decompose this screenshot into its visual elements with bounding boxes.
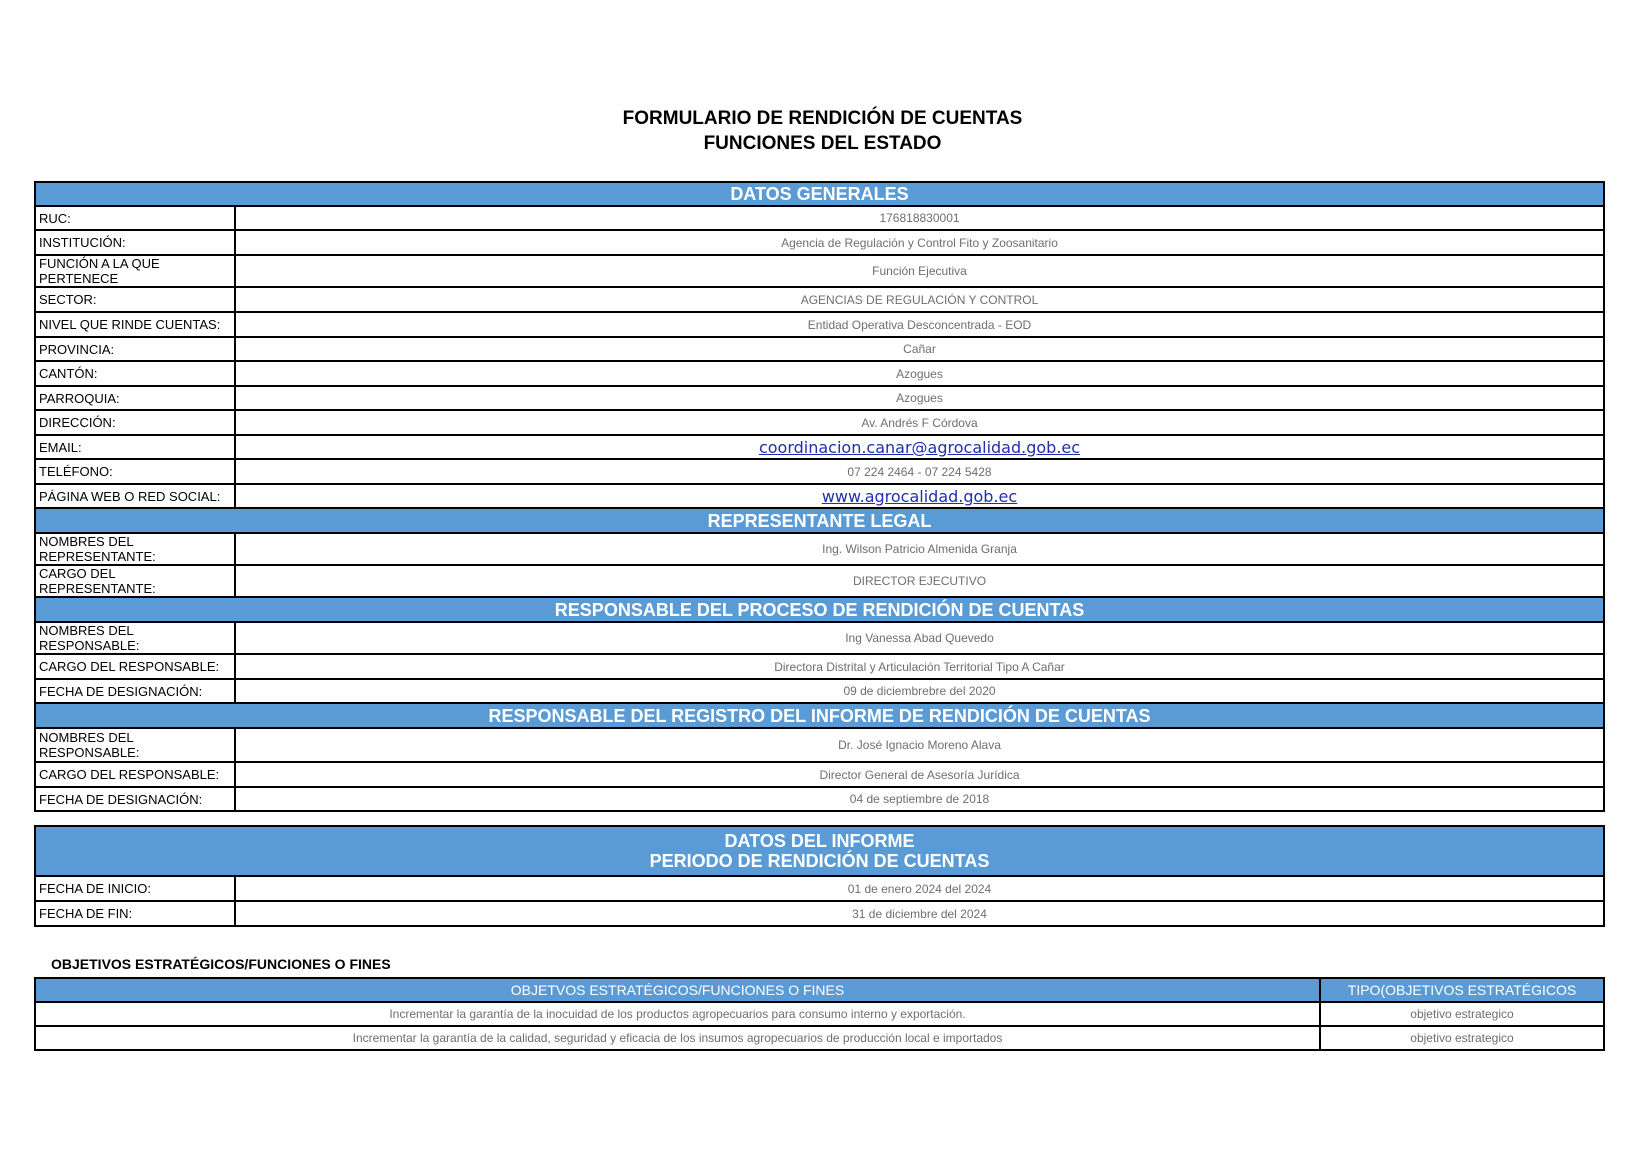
fecha-designacion-proceso-label: FECHA DE DESIGNACIÓN: — [35, 679, 235, 703]
nombres-responsable-proceso-value: Ing Vanessa Abad Quevedo — [235, 622, 1604, 654]
nivel-label: NIVEL QUE RINDE CUENTAS: — [35, 312, 235, 337]
objetivos-col-header: OBJETVOS ESTRATÉGICOS/FUNCIONES O FINES — [35, 978, 1320, 1002]
sector-label: SECTOR: — [35, 287, 235, 312]
section-responsable-proceso: RESPONSABLE DEL PROCESO DE RENDICIÓN DE CUENTAS — [35, 597, 1604, 622]
website-link[interactable]: www.agrocalidad.gob.ec — [821, 486, 1018, 506]
fecha-inicio-label: FECHA DE INICIO: — [35, 876, 235, 901]
telefono-label: TELÉFONO: — [35, 459, 235, 484]
sector-value: AGENCIAS DE REGULACIÓN Y CONTROL — [235, 287, 1604, 312]
email-link[interactable]: coordinacion.canar@agrocalidad.gob.ec — [758, 437, 1081, 457]
ruc-value: 176818830001 — [235, 206, 1604, 230]
objetivo-cell: Incrementar la garantía de la inocuidad de los productos agropecuarios para consumo interno y exportación. — [35, 1002, 1320, 1026]
fecha-designacion-proceso-value: 09 de diciembrebre del 2020 — [235, 679, 1604, 703]
cargo-responsable-registro-value: Director General de Asesoría Jurídica — [235, 762, 1604, 787]
nombres-representante-label: NOMBRES DEL REPRESENTANTE: — [35, 533, 235, 565]
section-datos-informe: DATOS DEL INFORME — [724, 831, 915, 851]
cargo-responsable-registro-label: CARGO DEL RESPONSABLE: — [35, 762, 235, 787]
section-representante-legal: REPRESENTANTE LEGAL — [35, 508, 1604, 533]
telefono-value: 07 224 2464 - 07 224 5428 — [235, 459, 1604, 484]
institucion-label: INSTITUCIÓN: — [35, 230, 235, 255]
objetivo-cell: Incrementar la garantía de la calidad, seguridad y eficacia de los insumos agropecuarios de producción local e importados — [35, 1026, 1320, 1050]
fecha-fin-value: 31 de diciembre del 2024 — [235, 901, 1604, 926]
nombres-representante-value: Ing. Wilson Patricio Almenida Granja — [235, 533, 1604, 565]
fecha-designacion-registro-value: 04 de septiembre de 2018 — [235, 787, 1604, 811]
web-label: PÁGINA WEB O RED SOCIAL: — [35, 484, 235, 508]
table-row — [35, 1026, 1604, 1050]
cargo-responsable-proceso-value: Directora Distrital y Articulación Territorial Tipo A Cañar — [235, 654, 1604, 679]
fecha-inicio-value: 01 de enero 2024 del 2024 — [235, 876, 1604, 901]
funcion-value: Función Ejecutiva — [235, 255, 1604, 287]
provincia-value: Cañar — [235, 337, 1604, 361]
funcion-label: FUNCIÓN A LA QUE PERTENECE — [35, 255, 235, 287]
datos-informe-table — [34, 825, 1605, 927]
nombres-responsable-proceso-label: NOMBRES DEL RESPONSABLE: — [35, 622, 235, 654]
canton-value: Azogues — [235, 361, 1604, 386]
section-datos-generales: DATOS GENERALES — [35, 182, 1604, 206]
direccion-value: Av. Andrés F Córdova — [235, 410, 1604, 435]
parroquia-value: Azogues — [235, 386, 1604, 410]
nivel-value: Entidad Operativa Desconcentrada - EOD — [235, 312, 1604, 337]
ruc-label: RUC: — [35, 206, 235, 230]
fecha-fin-label: FECHA DE FIN: — [35, 901, 235, 926]
canton-label: CANTÓN: — [35, 361, 235, 386]
cargo-responsable-proceso-label: CARGO DEL RESPONSABLE: — [35, 654, 235, 679]
datos-generales-table — [34, 181, 1605, 812]
form-subtitle: FUNCIONES DEL ESTADO — [703, 133, 942, 154]
tipo-col-header: TIPO(OBJETIVOS ESTRATÉGICOS — [1320, 978, 1604, 1002]
form-title: FORMULARIO DE RENDICIÓN DE CUENTAS — [622, 108, 1023, 129]
section-responsable-registro: RESPONSABLE DEL REGISTRO DEL INFORME DE RENDICIÓN DE CUENTAS — [35, 703, 1604, 728]
section-periodo-rendicion: PERIODO DE RENDICIÓN DE CUENTAS — [649, 851, 990, 871]
nombres-responsable-registro-label: NOMBRES DEL RESPONSABLE: — [35, 728, 235, 762]
provincia-label: PROVINCIA: — [35, 337, 235, 361]
email-label: EMAIL: — [35, 435, 235, 459]
objetivos-heading: OBJETIVOS ESTRATÉGICOS/FUNCIONES O FINES — [51, 956, 391, 972]
cargo-representante-label: CARGO DEL REPRESENTANTE: — [35, 565, 235, 597]
parroquia-label: PARROQUIA: — [35, 386, 235, 410]
cargo-representante-value: DIRECTOR EJECUTIVO — [235, 565, 1604, 597]
institucion-value: Agencia de Regulación y Control Fito y Zoosanitario — [235, 230, 1604, 255]
tipo-cell: objetivo estrategico — [1320, 1026, 1604, 1050]
fecha-designacion-registro-label: FECHA DE DESIGNACIÓN: — [35, 787, 235, 811]
tipo-cell: objetivo estrategico — [1320, 1002, 1604, 1026]
table-row — [35, 1002, 1604, 1026]
nombres-responsable-registro-value: Dr. José Ignacio Moreno Alava — [235, 728, 1604, 762]
direccion-label: DIRECCIÓN: — [35, 410, 235, 435]
objetivos-table — [34, 977, 1605, 1051]
